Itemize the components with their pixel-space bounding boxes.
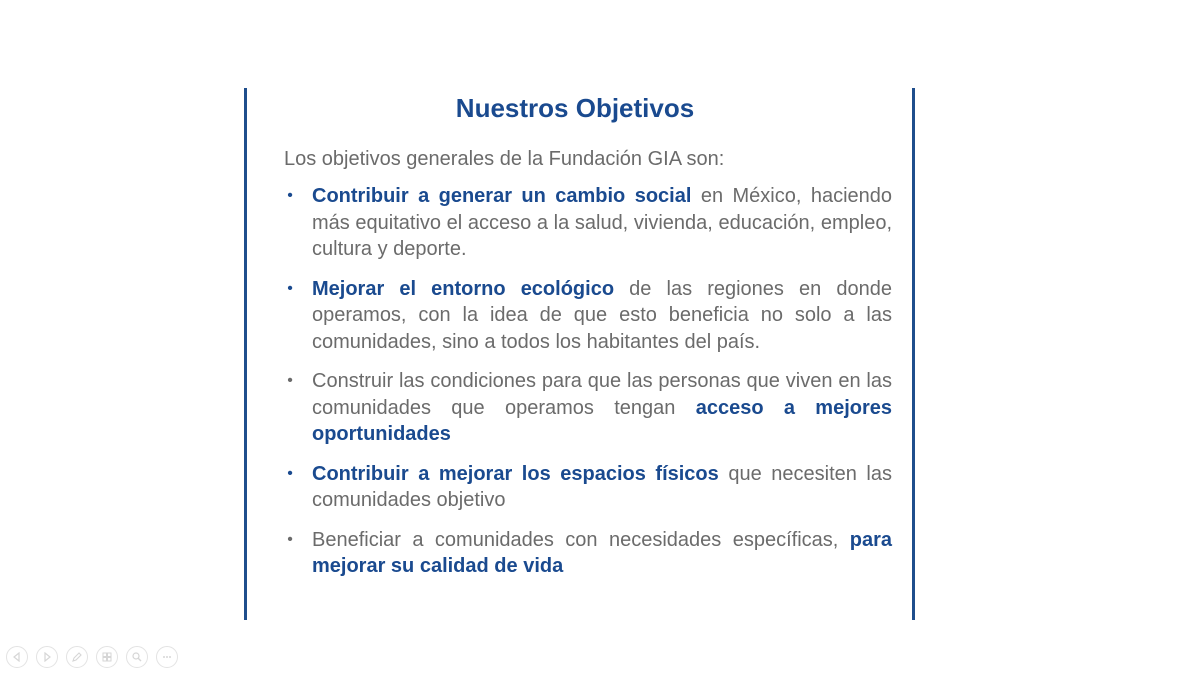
bullet-icon: • [287,279,293,297]
objective-text: en México, haciendo más equitativo el acceso a la salud, vivienda, educación, empleo, cultura y deporte. [312,185,892,260]
bullet-icon: • [287,530,293,548]
slide-content [284,92,892,593]
objective-emphasis: para mejorar su calidad de vida [312,528,892,577]
objective-text: de las regiones en donde operamos, con la idea de que esto beneficia no solo a las comunidades, sino a todos los habitantes del país. [312,277,892,353]
bullet-icon: • [287,187,293,204]
list-item [284,461,892,514]
slides-grid-icon[interactable] [96,646,118,668]
objective-text: Construir las condiciones para que las personas que viven en las comunidades que operamos tengan [312,370,892,419]
objective-text: que necesiten las comunidades objetivo [312,462,892,511]
pen-icon[interactable] [66,646,88,668]
objective-text: Beneficiar a comunidades con necesidades específicas, [312,528,850,551]
list-item [284,368,892,448]
bullet-icon: • [287,464,293,482]
objective-emphasis: Mejorar el entorno ecológico [312,277,615,300]
intro-text: Los objetivos generales de la Fundación GIA son: [284,148,725,170]
slideshow-toolbar [6,646,178,668]
objective-emphasis: Contribuir a generar un cambio social [312,185,692,207]
slide-title: Nuestros Objetivos [455,93,695,123]
list-item [284,183,892,263]
list-item [284,527,892,580]
left-border-line [244,88,247,620]
bullet-icon: • [287,372,293,389]
objective-emphasis: Contribuir a mejorar los espacios físicos [312,462,719,485]
zoom-icon[interactable] [126,646,148,668]
right-border-line [912,88,915,620]
objective-emphasis: acceso a mejores oportunidades [312,396,892,445]
objectives-list [284,183,892,580]
more-options-icon[interactable] [156,646,178,668]
next-icon[interactable] [36,646,58,668]
list-item [284,276,892,356]
previous-icon[interactable] [6,646,28,668]
